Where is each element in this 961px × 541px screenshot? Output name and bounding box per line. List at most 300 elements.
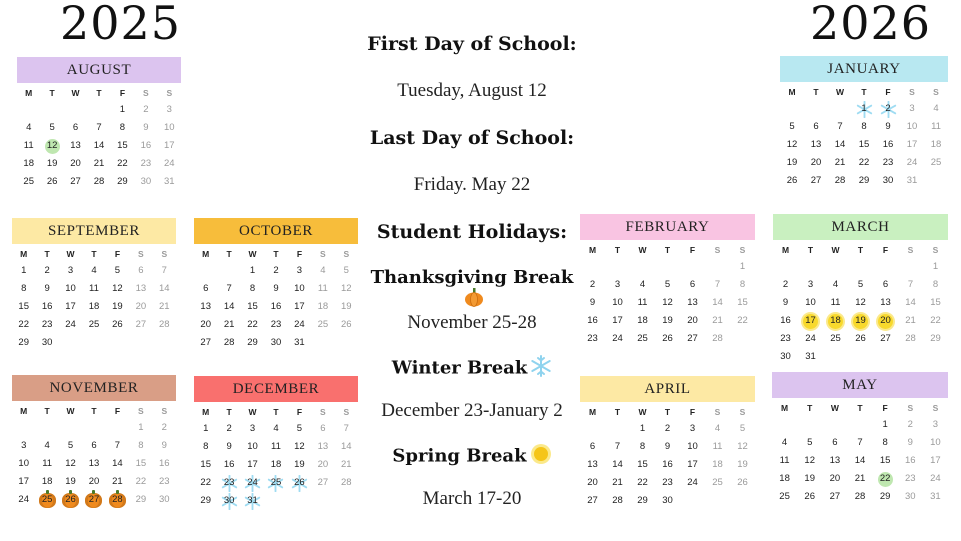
day-cell: 18	[712, 459, 723, 470]
day-cell: 7	[343, 423, 349, 434]
day-cell: 16	[140, 140, 152, 151]
month-header-october: OCTOBER	[194, 218, 358, 244]
weekday-label: T	[44, 249, 50, 259]
weekday-label: S	[161, 249, 168, 259]
day-cell: 30	[140, 176, 152, 187]
weekday-label: W	[638, 407, 647, 417]
day-cell: 24	[294, 319, 305, 330]
day-cell: 4	[26, 122, 32, 133]
month-grid-january	[780, 84, 948, 190]
day-cell: 14	[93, 140, 105, 151]
day-cell: 6	[320, 423, 326, 434]
day-cell: 31	[294, 337, 305, 348]
empty-cell	[217, 262, 240, 280]
empty-cell	[64, 101, 87, 119]
day-cell: 27	[810, 175, 822, 186]
weekday-label: S	[714, 245, 721, 255]
day-cell: 6	[91, 440, 97, 451]
day-cell: 13	[200, 301, 211, 312]
weekday-label: M	[588, 407, 597, 417]
first-day-value: Tuesday, August 12	[397, 80, 547, 101]
day-cell: 4	[832, 279, 839, 290]
day-cell: 12	[855, 297, 866, 308]
weekday-label: T	[273, 407, 279, 417]
empty-cell	[772, 416, 797, 434]
day-cell: 29	[18, 337, 29, 348]
day-cell: 4	[714, 423, 721, 434]
weekday-label: F	[689, 407, 696, 417]
weekday-label: T	[226, 249, 232, 259]
day-cell: 10	[805, 297, 816, 308]
day-cell: 25	[779, 491, 790, 502]
day-cell: 13	[88, 458, 100, 469]
day-cell: 7	[857, 437, 863, 448]
day-cell: 30	[41, 337, 53, 348]
day-cell: 2	[664, 423, 671, 434]
day-cell: 3	[21, 440, 27, 451]
day-cell: 12	[737, 441, 748, 452]
day-cell: 10	[612, 297, 623, 308]
winter-value: December 23-January 2	[381, 400, 563, 421]
empty-cell	[705, 258, 730, 276]
day-cell: 30	[882, 175, 894, 186]
day-cell: 19	[737, 459, 748, 470]
weekday-label: S	[932, 245, 939, 255]
month-header-november: NOVEMBER	[12, 375, 176, 401]
day-cell: 9	[273, 283, 279, 294]
day-cell: 26	[46, 176, 58, 187]
empty-cell	[797, 416, 822, 434]
day-cell: 9	[782, 297, 789, 308]
day-cell: 30	[217, 492, 240, 510]
day-cell: 26	[855, 333, 866, 344]
day-cell: 24	[930, 473, 941, 484]
weekday-label: T	[44, 406, 50, 416]
day-cell: 30	[270, 337, 282, 348]
empty-cell	[40, 101, 63, 119]
weekday-label: T	[614, 245, 621, 255]
day-cell: 16	[41, 301, 53, 312]
empty-cell	[773, 258, 798, 276]
day-cell: 16	[587, 315, 598, 326]
calendar-august	[17, 57, 181, 191]
month-grid-march	[773, 242, 948, 366]
month-grid-december	[194, 404, 358, 510]
weekday-label: W	[248, 407, 257, 417]
day-cell: 1	[932, 261, 939, 272]
day-cell: 29	[930, 333, 941, 344]
day-cell: 19	[65, 476, 76, 487]
weekday-label: S	[320, 407, 326, 417]
day-cell: 10	[687, 441, 698, 452]
weekday-label: S	[138, 406, 144, 416]
day-cell: 14	[612, 459, 623, 470]
weekday-label: M	[781, 245, 790, 255]
day-cell: 21	[93, 158, 105, 169]
weekday-label: M	[20, 406, 28, 416]
day-cell: 6	[138, 265, 144, 276]
day-cell: 23	[158, 476, 170, 487]
day-cell: 11	[271, 441, 281, 452]
day-cell: 8	[249, 283, 256, 294]
day-cell: 22	[117, 158, 128, 169]
day-cell: 13	[587, 459, 598, 470]
day-cell: 11	[42, 458, 53, 469]
day-cell: 1	[739, 261, 746, 272]
day-cell: 26	[288, 474, 311, 492]
day-cell: 14	[854, 455, 866, 466]
day-cell: 23	[217, 474, 240, 492]
day-cell: 27	[687, 333, 698, 344]
day-cell: 2	[273, 265, 279, 276]
day-cell: 8	[932, 279, 939, 290]
weekday-label: W	[66, 249, 75, 259]
day-cell: 9	[143, 122, 149, 133]
day-cell: 13	[880, 297, 891, 308]
day-cell: 21	[223, 319, 235, 330]
day-cell: 28	[905, 333, 916, 344]
weekday-label: T	[273, 249, 279, 259]
day-cell: 26	[59, 491, 82, 509]
day-cell: 19	[804, 473, 815, 484]
day-cell: 12	[662, 297, 673, 308]
day-cell: 21	[834, 157, 846, 168]
day-cell: 29	[247, 337, 258, 348]
weekday-label: T	[49, 88, 55, 98]
thanksgiving-heading: Thanksgiving Break	[370, 267, 574, 288]
day-cell: 18	[779, 473, 790, 484]
day-cell: 4	[320, 265, 326, 276]
last-day-value: Friday. May 22	[413, 174, 531, 195]
day-cell: 18	[23, 158, 34, 169]
empty-cell	[35, 419, 58, 437]
month-header-december: DECEMBER	[194, 376, 358, 402]
day-cell: 23	[780, 333, 791, 344]
day-cell: 5	[807, 437, 813, 448]
day-cell: 21	[854, 473, 866, 484]
year-2026: 2026	[810, 0, 932, 50]
empty-cell	[680, 258, 705, 276]
day-cell: 29	[879, 491, 891, 502]
weekday-label: T	[664, 407, 671, 417]
day-cell: 15	[18, 301, 29, 312]
day-cell: 18	[637, 315, 648, 326]
day-cell: 18	[823, 312, 848, 330]
day-cell: 20	[687, 315, 698, 326]
weekday-label: W	[831, 245, 840, 255]
day-cell: 22	[200, 477, 211, 488]
day-cell: 1	[882, 419, 888, 430]
day-cell: 21	[905, 315, 916, 326]
empty-cell	[605, 420, 630, 438]
empty-cell	[12, 419, 35, 437]
day-cell: 8	[739, 279, 746, 290]
empty-cell	[59, 419, 82, 437]
day-cell: 25	[712, 477, 723, 488]
day-cell: 20	[587, 477, 598, 488]
day-cell: 2	[589, 279, 596, 290]
day-cell: 3	[614, 279, 621, 290]
day-cell: 31	[805, 351, 816, 362]
day-cell: 2	[143, 104, 149, 115]
day-cell: 10	[247, 441, 258, 452]
day-cell: 21	[158, 301, 170, 312]
day-cell: 20	[200, 319, 211, 330]
day-cell: 16	[904, 455, 916, 466]
day-cell: 24	[241, 474, 264, 492]
day-cell: 4	[273, 423, 279, 434]
empty-cell	[898, 258, 923, 276]
empty-cell	[630, 258, 655, 276]
empty-cell	[847, 416, 872, 434]
day-cell: 25	[930, 157, 942, 168]
day-cell: 14	[834, 139, 846, 150]
day-cell: 25	[317, 319, 329, 330]
day-cell: 2	[907, 419, 913, 430]
weekday-label: S	[739, 245, 746, 255]
day-cell: 11	[23, 140, 34, 151]
day-cell: 1	[249, 265, 256, 276]
weekday-label: W	[66, 406, 75, 416]
weekday-label: F	[689, 245, 696, 255]
day-cell: 12	[112, 283, 123, 294]
day-cell: 25	[637, 333, 648, 344]
day-cell: 17	[906, 139, 918, 150]
day-cell: 8	[861, 121, 867, 132]
day-cell: 2	[161, 422, 167, 433]
weekday-label: T	[857, 403, 863, 413]
weekday-label: F	[882, 245, 889, 255]
empty-cell	[780, 100, 804, 118]
day-cell: 28	[223, 337, 235, 348]
day-cell: 10	[906, 121, 918, 132]
day-cell: 26	[786, 175, 798, 186]
weekday-label: S	[932, 403, 939, 413]
day-cell: 17	[612, 315, 623, 326]
month-header-january: JANUARY	[780, 56, 948, 82]
day-cell: 23	[587, 333, 598, 344]
day-cell: 3	[67, 265, 74, 276]
weekday-label: T	[91, 406, 97, 416]
weekday-label: M	[781, 403, 789, 413]
weekday-label: F	[296, 249, 303, 259]
day-cell: 8	[203, 441, 209, 452]
day-cell: 16	[223, 459, 235, 470]
weekday-label: M	[202, 407, 210, 417]
calendar-february	[580, 214, 755, 348]
day-cell: 16	[270, 301, 282, 312]
empty-cell	[580, 258, 605, 276]
empty-cell	[798, 258, 823, 276]
day-cell: 9	[226, 441, 232, 452]
day-cell: 23	[904, 473, 916, 484]
weekday-label: M	[788, 87, 796, 97]
day-cell: 19	[46, 158, 58, 169]
day-cell: 31	[163, 176, 175, 187]
month-grid-november	[12, 403, 176, 509]
day-cell: 28	[340, 477, 352, 488]
day-cell: 3	[296, 265, 303, 276]
day-cell: 23	[41, 319, 53, 330]
day-cell: 21	[612, 477, 623, 488]
day-cell: 31	[241, 492, 264, 510]
weekday-label: T	[813, 87, 819, 97]
day-cell: 30	[662, 495, 673, 506]
weekday-label: S	[909, 87, 915, 97]
day-cell: 17	[798, 312, 823, 330]
day-cell: 3	[807, 279, 814, 290]
weekday-label: F	[114, 406, 121, 416]
day-cell: 26	[112, 319, 123, 330]
day-cell: 13	[70, 140, 81, 151]
empty-cell	[106, 419, 129, 437]
day-cell: 11	[931, 121, 941, 132]
calendar-september	[12, 218, 176, 352]
day-cell: 11	[89, 283, 99, 294]
day-cell: 26	[340, 319, 352, 330]
month-grid-may	[772, 400, 948, 506]
weekday-label: F	[119, 88, 126, 98]
day-cell: 7	[714, 279, 721, 290]
day-cell: 17	[687, 459, 698, 470]
day-cell: 15	[879, 455, 891, 466]
day-cell: 19	[112, 301, 123, 312]
day-cell: 19	[848, 312, 873, 330]
month-grid-april	[580, 404, 755, 510]
day-cell: 5	[739, 423, 746, 434]
weekday-label: S	[343, 407, 350, 417]
day-cell: 15	[637, 459, 648, 470]
day-cell: 7	[161, 265, 167, 276]
day-cell: 20	[829, 473, 841, 484]
day-cell: 7	[96, 122, 102, 133]
weekday-label: S	[714, 407, 721, 417]
day-cell: 24	[805, 333, 816, 344]
day-cell: 8	[138, 440, 144, 451]
snowflake-icon	[530, 355, 552, 382]
month-grid-september	[12, 246, 176, 352]
day-cell: 28	[712, 333, 723, 344]
day-cell: 17	[65, 301, 76, 312]
empty-cell	[804, 100, 828, 118]
day-cell: 30	[904, 491, 916, 502]
spring-heading: Spring Break	[392, 445, 527, 467]
day-cell: 19	[662, 315, 673, 326]
day-cell: 27	[880, 333, 891, 344]
day-cell: 6	[689, 279, 696, 290]
day-cell: 13	[135, 283, 147, 294]
day-cell: 1	[119, 104, 126, 115]
day-cell: 1	[639, 423, 646, 434]
empty-cell	[82, 419, 105, 437]
day-cell: 29	[117, 176, 128, 187]
sun-icon	[530, 443, 552, 470]
day-cell: 28	[834, 175, 846, 186]
month-header-september: SEPTEMBER	[12, 218, 176, 244]
day-cell: 23	[270, 319, 282, 330]
empty-cell	[17, 101, 40, 119]
day-cell: 10	[163, 122, 175, 133]
weekday-label: M	[202, 249, 210, 259]
weekday-label: T	[807, 245, 814, 255]
day-cell: 27	[135, 319, 147, 330]
day-cell: 18	[930, 139, 942, 150]
day-cell: 24	[163, 158, 175, 169]
day-cell: 18	[270, 459, 282, 470]
empty-cell	[823, 258, 848, 276]
day-cell: 25	[830, 333, 841, 344]
weekday-label: M	[588, 245, 597, 255]
weekday-label: S	[161, 406, 168, 416]
month-header-february: FEBRUARY	[580, 214, 755, 240]
spring-value: March 17-20	[422, 488, 522, 509]
day-cell: 19	[786, 157, 798, 168]
day-cell: 5	[296, 423, 303, 434]
day-cell: 11	[637, 297, 648, 308]
day-cell: 12	[294, 441, 305, 452]
weekday-label: S	[907, 245, 914, 255]
month-grid-august	[17, 85, 181, 191]
weekday-label: S	[739, 407, 746, 417]
day-cell: 3	[689, 423, 696, 434]
weekday-label: W	[71, 88, 80, 98]
day-cell: 29	[200, 495, 211, 506]
weekday-label: W	[248, 249, 257, 259]
day-cell: 17	[247, 459, 258, 470]
weekday-label: S	[143, 88, 149, 98]
day-cell: 27	[200, 337, 211, 348]
empty-cell	[873, 258, 898, 276]
month-header-august: AUGUST	[17, 57, 181, 83]
winter-heading-row	[362, 355, 582, 382]
day-cell: 12	[340, 283, 352, 294]
day-cell: 8	[21, 283, 27, 294]
weekday-label: S	[166, 88, 173, 98]
day-cell: 9	[907, 437, 913, 448]
day-cell: 5	[49, 122, 55, 133]
day-cell: 16	[780, 315, 791, 326]
day-cell: 3	[909, 103, 915, 114]
day-cell: 6	[72, 122, 79, 133]
empty-cell	[580, 420, 605, 438]
day-cell: 22	[873, 470, 898, 488]
day-cell: 21	[340, 459, 352, 470]
day-cell: 6	[813, 121, 819, 132]
weekday-label: M	[20, 249, 28, 259]
weekday-label: S	[138, 249, 144, 259]
day-cell: 5	[343, 265, 349, 276]
day-cell: 23	[882, 157, 894, 168]
empty-cell	[605, 258, 630, 276]
day-cell: 13	[810, 139, 822, 150]
day-cell: 14	[158, 283, 170, 294]
first-day-heading: First Day of School:	[367, 33, 577, 55]
day-cell: 28	[158, 319, 170, 330]
day-cell: 18	[317, 301, 329, 312]
day-cell: 22	[737, 315, 748, 326]
day-cell: 15	[737, 297, 748, 308]
day-cell: 20	[135, 301, 147, 312]
day-cell: 5	[857, 279, 864, 290]
day-cell: 8	[639, 441, 646, 452]
day-cell: 11	[317, 283, 328, 294]
day-cell: 2	[782, 279, 789, 290]
day-cell: 10	[930, 437, 941, 448]
calendar-march	[773, 214, 948, 366]
day-cell: 7	[114, 440, 121, 451]
day-cell: 15	[200, 459, 211, 470]
winter-heading: Winter Break	[391, 357, 528, 379]
